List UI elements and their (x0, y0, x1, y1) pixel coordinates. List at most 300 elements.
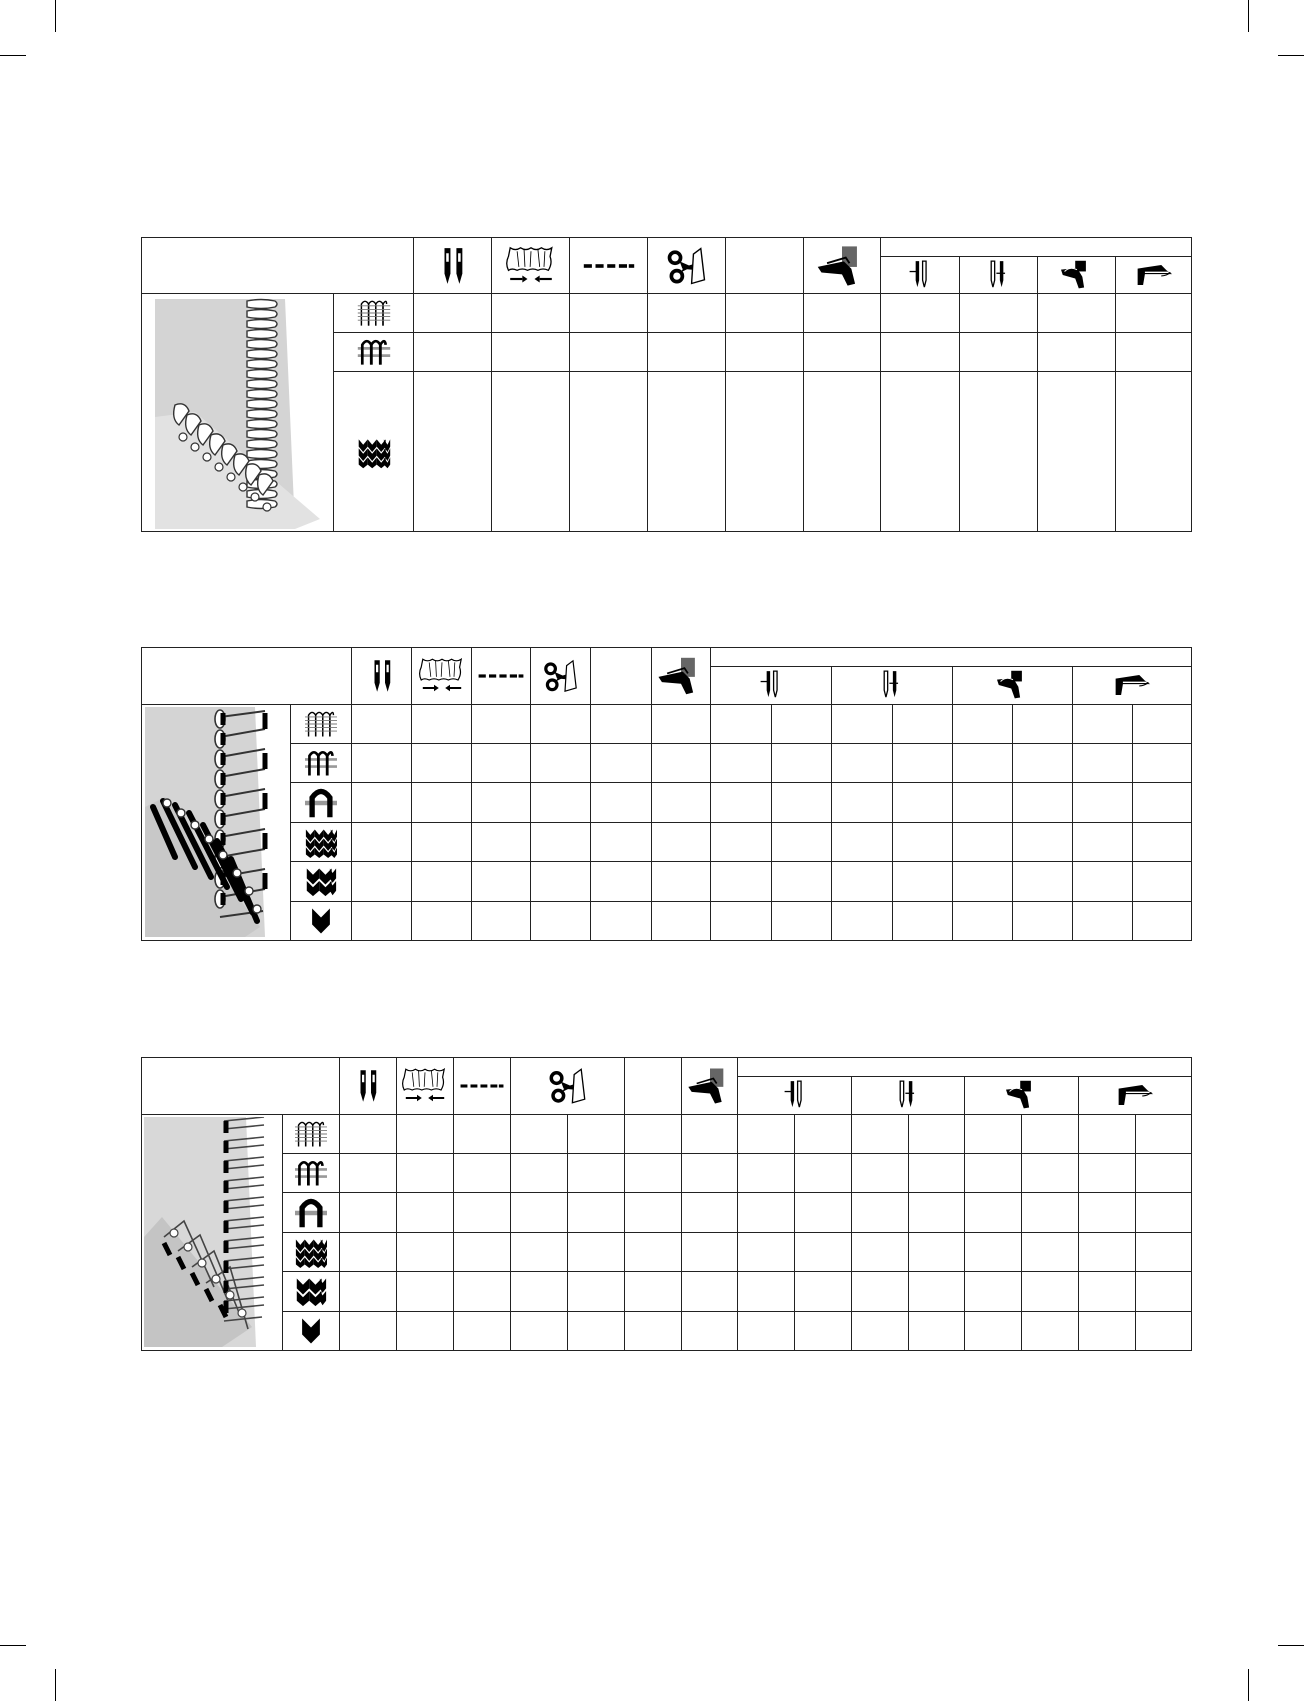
cell (953, 783, 1013, 822)
cell (772, 704, 832, 743)
cell (625, 1193, 682, 1232)
cell (591, 901, 652, 940)
fabric-knit-heavy-cell (283, 1232, 340, 1271)
crop-mark-tl-h (0, 55, 26, 56)
header-stitch-length (570, 238, 648, 294)
fabric-medium-icon (356, 335, 392, 369)
stitch-illustration-cell (142, 1114, 283, 1350)
cell (1116, 333, 1192, 372)
needle-tension-right-icon (879, 669, 905, 701)
cell (1133, 862, 1192, 901)
header-differential-feed (397, 1058, 454, 1115)
fabric-knit-medium-cell (291, 862, 352, 901)
cell (965, 1232, 1022, 1271)
header-lower-looper (1116, 257, 1192, 294)
cell (352, 704, 412, 743)
cell (591, 783, 652, 822)
presser-foot-icon (685, 1064, 735, 1108)
cell (472, 901, 531, 940)
cell (960, 294, 1038, 333)
cell (1136, 1272, 1192, 1311)
needle-tension-left-icon (907, 259, 933, 291)
stitch-length-icon (477, 668, 525, 684)
cell (625, 1153, 682, 1192)
cell (738, 1114, 795, 1153)
cell (397, 1193, 454, 1232)
cell (511, 1232, 568, 1271)
needle-tension-right-icon (895, 1079, 921, 1111)
cell (472, 822, 531, 861)
cell (1022, 1311, 1079, 1350)
header-needles (414, 238, 492, 294)
cell (1133, 704, 1192, 743)
cell (1013, 704, 1073, 743)
header-upper-looper (953, 667, 1073, 704)
cell (795, 1114, 852, 1153)
fabric-medium-cell (291, 743, 352, 782)
cell (1133, 783, 1192, 822)
cell (1073, 704, 1133, 743)
cell (472, 704, 531, 743)
cell (340, 1114, 397, 1153)
cell (412, 783, 472, 822)
header-lower-looper (1073, 667, 1192, 704)
stitch-illustration-cell (142, 294, 334, 532)
stitch-illustration-cell (142, 704, 291, 940)
header-presser-foot (682, 1058, 738, 1115)
cell (591, 822, 652, 861)
cell (568, 1193, 625, 1232)
cell (1073, 901, 1133, 940)
cell (570, 372, 648, 532)
cell (804, 294, 881, 333)
cell (531, 901, 591, 940)
cell (711, 862, 772, 901)
header-upper-looper (965, 1077, 1079, 1114)
fabric-knit-light-icon (293, 1315, 329, 1347)
cell (772, 822, 832, 861)
cell (738, 1153, 795, 1192)
cell (652, 783, 711, 822)
lower-looper-tension-icon (1115, 1081, 1155, 1109)
header-blank-column (591, 648, 652, 705)
cell (682, 1114, 738, 1153)
cell (1133, 822, 1192, 861)
fabric-heavy-icon (293, 1118, 329, 1150)
fabric-heavy-cell (291, 704, 352, 743)
cell (625, 1232, 682, 1271)
cell (1079, 1232, 1136, 1271)
upper-looper-tension-icon (1004, 1079, 1040, 1111)
header-presser-foot (652, 648, 711, 705)
lower-looper-tension-icon (1112, 671, 1152, 699)
cell (909, 1232, 965, 1271)
crop-mark-br-v (1248, 1669, 1249, 1701)
cell (1022, 1232, 1079, 1271)
header-needle-tension-right (832, 667, 953, 704)
header-needle-tension-left (711, 667, 832, 704)
cell (1073, 822, 1133, 861)
cell (625, 1311, 682, 1350)
cell (1022, 1272, 1079, 1311)
cell (531, 743, 591, 782)
cell (1013, 901, 1073, 940)
cell (492, 294, 570, 333)
header-tension-group (711, 648, 1192, 667)
cell (682, 1193, 738, 1232)
fabric-knit-heavy-icon (303, 826, 339, 858)
stitch-settings-table-4-thread (141, 647, 1192, 941)
cell (965, 1193, 1022, 1232)
cell (1136, 1311, 1192, 1350)
upper-looper-tension-icon (995, 669, 1031, 701)
cell (472, 743, 531, 782)
cell (1013, 783, 1073, 822)
fabric-knit-medium-icon (293, 1275, 329, 1307)
cell (804, 372, 881, 532)
crop-mark-br-h (1278, 1645, 1304, 1646)
header-presser-foot (804, 238, 881, 294)
cell (492, 333, 570, 372)
cell (726, 333, 804, 372)
cell (965, 1311, 1022, 1350)
header-tension-group (881, 238, 1192, 257)
cell (1038, 372, 1116, 532)
cell (568, 1272, 625, 1311)
differential-feed-icon (401, 1065, 449, 1107)
cell (852, 1153, 909, 1192)
cell (682, 1153, 738, 1192)
cell (711, 743, 772, 782)
crop-mark-tl-v (55, 0, 56, 32)
cell (1022, 1114, 1079, 1153)
cell (652, 743, 711, 782)
cell (1079, 1272, 1136, 1311)
cell (568, 1232, 625, 1271)
cell (852, 1193, 909, 1232)
cell (531, 704, 591, 743)
stitch-length-icon (459, 1078, 505, 1094)
fabric-light-cell (291, 783, 352, 822)
cell (412, 704, 472, 743)
cell (568, 1114, 625, 1153)
cell (909, 1311, 965, 1350)
cell (881, 294, 960, 333)
cell (772, 901, 832, 940)
cell (881, 372, 960, 532)
presser-foot-icon (655, 654, 707, 698)
cell (738, 1193, 795, 1232)
cell (397, 1232, 454, 1271)
fabric-knit-light-icon (303, 905, 339, 937)
cell (1079, 1193, 1136, 1232)
cell (397, 1153, 454, 1192)
cell (738, 1232, 795, 1271)
overlock-flatlock-illustration (144, 1117, 280, 1347)
cell (1038, 294, 1116, 333)
cell (832, 901, 893, 940)
cell (511, 1311, 568, 1350)
cell (893, 901, 953, 940)
cell (531, 783, 591, 822)
cell (492, 372, 570, 532)
cell (960, 372, 1038, 532)
cell (795, 1272, 852, 1311)
cell (652, 704, 711, 743)
cell (652, 822, 711, 861)
fabric-knit-icon (356, 435, 392, 469)
cell (414, 333, 492, 372)
cell (852, 1272, 909, 1311)
header-tension-group (738, 1058, 1192, 1077)
cell (953, 901, 1013, 940)
cell (1116, 372, 1192, 532)
cell (414, 294, 492, 333)
fabric-medium-icon (293, 1157, 329, 1189)
cell (454, 1153, 511, 1192)
fabric-knit-medium-icon (303, 865, 339, 897)
cell (1038, 333, 1116, 372)
cell (1079, 1311, 1136, 1350)
cell (726, 294, 804, 333)
cell (893, 783, 953, 822)
overlock-3-thread-illustration (155, 297, 320, 529)
cell (1136, 1232, 1192, 1271)
header-blank-cell (142, 1058, 340, 1115)
cell (570, 294, 648, 333)
cell (804, 333, 881, 372)
stitch-settings-table-flatlock (141, 1057, 1192, 1351)
cell (412, 862, 472, 901)
header-needles (340, 1058, 397, 1115)
upper-looper-tension-icon (1059, 259, 1095, 291)
cell (352, 901, 412, 940)
cell (881, 333, 960, 372)
crop-mark-bl-v (55, 1669, 56, 1701)
cell (711, 822, 772, 861)
crop-mark-tr-h (1278, 55, 1304, 56)
cell (414, 372, 492, 532)
cell (1116, 294, 1192, 333)
cell (1079, 1114, 1136, 1153)
cell (412, 901, 472, 940)
cell (511, 1193, 568, 1232)
crop-mark-tr-v (1248, 0, 1249, 32)
cell (965, 1153, 1022, 1192)
cell (625, 1272, 682, 1311)
cell (511, 1272, 568, 1311)
cell (352, 822, 412, 861)
fabric-heavy-cell (283, 1114, 340, 1153)
cell (893, 704, 953, 743)
cell (852, 1311, 909, 1350)
cell (1022, 1153, 1079, 1192)
header-knife (531, 648, 591, 705)
cell (531, 822, 591, 861)
cell (352, 743, 412, 782)
header-upper-looper (1038, 257, 1116, 294)
header-blank-cell (142, 238, 414, 294)
cell (511, 1153, 568, 1192)
cell (511, 1114, 568, 1153)
cell (1013, 743, 1073, 782)
header-knife (648, 238, 726, 294)
cell (454, 1272, 511, 1311)
cell (909, 1153, 965, 1192)
cell (738, 1272, 795, 1311)
cell (397, 1311, 454, 1350)
cell (454, 1193, 511, 1232)
cell (472, 862, 531, 901)
cell (832, 743, 893, 782)
fabric-knit-heavy-cell (291, 822, 352, 861)
cell (738, 1311, 795, 1350)
header-stitch-length (472, 648, 531, 705)
overlock-wide-stitch-illustration (145, 707, 288, 937)
header-knife (511, 1058, 625, 1115)
cell (1079, 1153, 1136, 1192)
cell (726, 372, 804, 532)
cell (832, 862, 893, 901)
fabric-medium-icon (303, 747, 339, 779)
header-differential-feed (412, 648, 472, 705)
header-needle-tension-left (738, 1077, 852, 1114)
header-blank-cell (142, 648, 352, 705)
cell (570, 333, 648, 372)
lower-looper-tension-icon (1134, 261, 1174, 289)
cell (711, 901, 772, 940)
cell (1073, 783, 1133, 822)
cell (909, 1114, 965, 1153)
fabric-heavy-icon (303, 708, 339, 740)
cell (412, 743, 472, 782)
cell (682, 1232, 738, 1271)
cell (648, 294, 726, 333)
cell (682, 1311, 738, 1350)
cell (340, 1153, 397, 1192)
cell (340, 1232, 397, 1271)
cell (340, 1193, 397, 1232)
crop-mark-bl-h (0, 1645, 26, 1646)
cell (568, 1311, 625, 1350)
cell (682, 1272, 738, 1311)
cell (412, 822, 472, 861)
cell (454, 1311, 511, 1350)
cell (531, 862, 591, 901)
cell (909, 1272, 965, 1311)
cell (953, 704, 1013, 743)
cell (1136, 1153, 1192, 1192)
cell (953, 743, 1013, 782)
fabric-knit-cell (334, 372, 414, 532)
fabric-light-icon (303, 787, 339, 819)
cell (711, 783, 772, 822)
needles-icon (436, 244, 470, 288)
knife-cutter-icon (664, 243, 710, 289)
needles-icon (367, 655, 397, 697)
cell (340, 1272, 397, 1311)
cell (832, 704, 893, 743)
cell (568, 1153, 625, 1192)
fabric-knit-heavy-icon (293, 1236, 329, 1268)
cell (352, 783, 412, 822)
cell (953, 862, 1013, 901)
cell (1136, 1193, 1192, 1232)
cell (1073, 862, 1133, 901)
cell (832, 783, 893, 822)
knife-cutter-icon (541, 655, 581, 697)
fabric-medium-cell (334, 333, 414, 372)
cell (454, 1114, 511, 1153)
cell (909, 1193, 965, 1232)
cell (772, 862, 832, 901)
cell (340, 1311, 397, 1350)
cell (1073, 743, 1133, 782)
stitch-settings-table-3-thread (141, 237, 1192, 532)
cell (472, 783, 531, 822)
header-needle-tension-right (960, 257, 1038, 294)
cell (648, 372, 726, 532)
stitch-length-icon (582, 257, 636, 275)
cell (852, 1232, 909, 1271)
cell (711, 704, 772, 743)
cell (1133, 743, 1192, 782)
cell (1013, 862, 1073, 901)
needle-tension-right-icon (986, 259, 1012, 291)
cell (397, 1114, 454, 1153)
cell (772, 783, 832, 822)
cell (1022, 1193, 1079, 1232)
cell (652, 862, 711, 901)
cell (591, 743, 652, 782)
cell (591, 704, 652, 743)
cell (965, 1114, 1022, 1153)
cell (795, 1193, 852, 1232)
cell (772, 743, 832, 782)
cell (965, 1272, 1022, 1311)
cell (893, 862, 953, 901)
cell (1136, 1114, 1192, 1153)
cell (852, 1114, 909, 1153)
cell (1133, 901, 1192, 940)
fabric-medium-cell (283, 1153, 340, 1192)
header-blank-column (726, 238, 804, 294)
cell (795, 1311, 852, 1350)
fabric-knit-light-cell (283, 1311, 340, 1350)
header-needle-tension-right (852, 1077, 965, 1114)
cell (893, 822, 953, 861)
needle-tension-left-icon (782, 1079, 808, 1111)
header-needle-tension-left (881, 257, 960, 294)
fabric-light-icon (293, 1197, 329, 1229)
header-stitch-length (454, 1058, 511, 1115)
cell (648, 333, 726, 372)
fabric-light-cell (283, 1193, 340, 1232)
header-lower-looper (1079, 1077, 1192, 1114)
knife-cutter-icon (546, 1064, 590, 1108)
cell (397, 1272, 454, 1311)
cell (652, 901, 711, 940)
cell (625, 1114, 682, 1153)
needles-icon (353, 1065, 383, 1107)
cell (960, 333, 1038, 372)
cell (953, 822, 1013, 861)
header-needles (352, 648, 412, 705)
header-differential-feed (492, 238, 570, 294)
cell (795, 1232, 852, 1271)
fabric-heavy-icon (356, 296, 392, 330)
cell (1013, 822, 1073, 861)
